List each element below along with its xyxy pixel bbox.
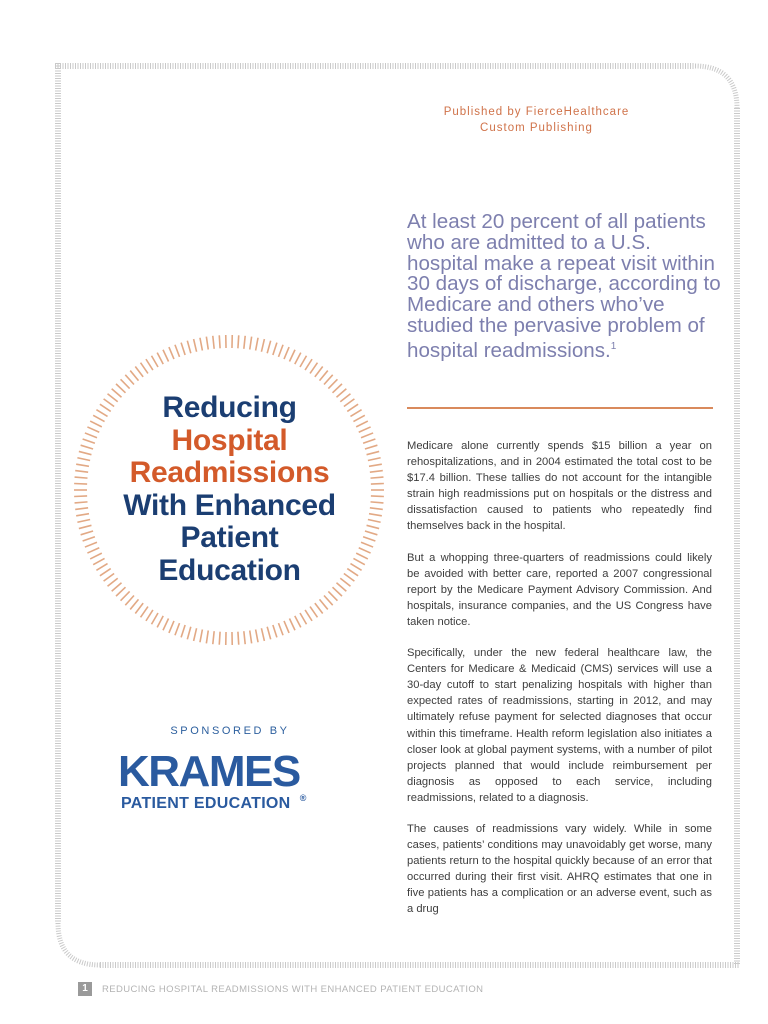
seal-tick: [305, 610, 312, 621]
seal-tick: [369, 464, 382, 466]
seal-tick: [256, 629, 258, 642]
sponsored-by-label: SPONSORED BY: [170, 725, 290, 737]
seal-tick: [320, 371, 328, 381]
seal-tick: [77, 458, 90, 461]
seal-tick: [371, 502, 384, 503]
seal-tick: [370, 508, 383, 510]
seal-tick: [135, 603, 143, 613]
seal-tick: [213, 336, 214, 349]
seal-tick: [175, 623, 180, 635]
seal-tick: [238, 632, 239, 645]
paragraph: But a whopping three-quarters of readmissions could likely be avoided with better care, reported a 2007 congressional report by the Medicare Payment Advisory Commission. And hospitals, insurance companies, and the US Congress have taken notice.: [407, 551, 712, 628]
seal-tick: [310, 607, 317, 618]
seal-tick: [295, 353, 301, 365]
seal-tick: [206, 337, 208, 350]
seal-tick: [163, 618, 169, 630]
seal-tick: [169, 621, 174, 633]
krames-logo-tagline: PATIENT EDUCATION: [121, 795, 291, 812]
seal-tick: [130, 599, 138, 609]
seal-tick: [135, 367, 143, 377]
seal-tick: [267, 341, 270, 354]
seal-tick: [238, 335, 239, 348]
seal-tick: [250, 630, 252, 643]
seal-tick: [289, 618, 295, 630]
seal-tick: [75, 508, 88, 510]
seal-tick: [76, 514, 89, 516]
document-title: [92, 392, 367, 587]
seal-tick: [310, 363, 317, 374]
footer-title: REDUCING HOSPITAL READMISSIONS WITH ENHANCED PATIENT EDUCATION: [102, 983, 484, 995]
title-line-4: With Enhanced: [123, 488, 336, 522]
paragraph: The causes of readmissions vary widely. While in some cases, patients’ conditions may unavoidably get worse, many patients return to the hospital quickly because of an error that occurred during their first visit. AHRQ estimates that one in five patients has a complication or an adverse event, such as a drug: [407, 822, 712, 916]
seal-tick: [371, 496, 384, 497]
seal-tick: [121, 379, 130, 388]
publisher-line-2: Custom Publishing: [480, 122, 593, 134]
paragraph: Medicare alone currently spends $15 billion a year on rehospitalizations, and in 2004 estimated the total cost to be $17.4 billion. These tallies do not account for the intangible strain high readmissions put on hospitals or the distress and dissatisfaction caused to patients who repeatedly find themselves back in the hospital.: [407, 440, 712, 533]
publisher-line-1: Published by FierceHealthcare: [443, 106, 630, 118]
seal-tick: [367, 525, 380, 528]
paragraph: Specifically, under the new federal healthcare law, the Centers for Medicare & Medicaid (CMS) services will use a 30-day cutoff to start penalizing hospitals with higher than expected rates of readmissions, starting in 2012, and may ultimately refuse payment for selected diagnoses that occur within this timeframe. Health reform legislation also initiates a closer look at global payment systems, with a number of pilot projects planned that would include reimbursement per diagnosis as opposed to each service, including readmissions, related to a diagnosis.: [407, 647, 712, 804]
pull-quote: [407, 212, 727, 361]
seal-tick: [368, 520, 381, 523]
seal-tick: [289, 350, 295, 362]
seal-tick: [157, 353, 163, 365]
seal-tick: [315, 603, 323, 613]
seal-tick: [333, 587, 342, 596]
seal-tick: [163, 350, 169, 362]
seal-tick: [181, 343, 185, 355]
seal-tick: [273, 343, 277, 355]
seal-tick: [315, 367, 323, 377]
publisher-credit: [400, 104, 673, 136]
seal-tick: [200, 338, 202, 351]
seal-tick: [141, 363, 148, 374]
title-line-2: Hospital: [171, 423, 288, 457]
pull-quote-text: At least 20 percent of all patients who are admitted to a U.S. hospital make a repeat visit within 30 days of discharge, according to Medicare and others who’ve studied the pervasive problem of hospital readmissions.: [407, 210, 721, 362]
seal-tick: [305, 359, 312, 370]
seal-tick: [146, 610, 153, 621]
title-line-1: Reducing: [162, 391, 297, 424]
seal-tick: [125, 375, 134, 385]
krames-logo-text: KRAMES: [118, 747, 300, 796]
seal-tick: [75, 477, 88, 478]
seal-tick: [169, 347, 174, 359]
seal-tick: [267, 627, 270, 640]
seal-tick: [256, 338, 258, 351]
seal-tick: [219, 632, 220, 645]
title-line-5: Patient: [180, 521, 279, 554]
footnote-marker: 1: [610, 340, 617, 352]
seal-tick: [79, 451, 92, 454]
seal-tick: [320, 599, 328, 609]
seal-tick: [76, 464, 89, 466]
seal-tick: [295, 616, 301, 628]
seal-tick: [121, 591, 130, 600]
seal-tick: [244, 336, 245, 349]
seal-tick: [75, 502, 88, 503]
krames-logo: [118, 747, 343, 803]
seal-tick: [261, 628, 264, 641]
seal-tick: [284, 621, 289, 633]
seal-tick: [261, 339, 264, 352]
seal-tick: [74, 496, 87, 497]
seal-tick: [328, 591, 337, 600]
seal-tick: [328, 379, 337, 388]
seal-tick: [181, 625, 185, 637]
seal-tick: [368, 458, 381, 461]
seal-tick: [324, 596, 333, 606]
seal-tick: [278, 623, 283, 635]
seal-tick: [367, 451, 380, 454]
seal-tick: [194, 339, 197, 352]
page-number: 1: [78, 982, 92, 996]
seal-tick: [370, 471, 383, 473]
seal-tick: [219, 335, 220, 348]
seal-tick: [200, 629, 202, 642]
seal-tick: [152, 613, 159, 624]
seal-tick: [244, 631, 245, 644]
seal-tick: [324, 375, 333, 385]
seal-tick: [300, 356, 307, 367]
seal-tick: [273, 625, 277, 637]
seal-tick: [77, 520, 90, 523]
seal-tick: [278, 345, 283, 357]
seal-tick: [130, 371, 138, 381]
seal-tick: [194, 628, 197, 641]
seal-tick: [213, 631, 214, 644]
seal-tick: [187, 341, 190, 354]
title-line-6: Education: [158, 553, 301, 587]
title-line-3: Readmissions: [129, 456, 330, 489]
seal-tick: [74, 484, 87, 485]
page-footer: [78, 982, 483, 996]
seal-tick: [300, 613, 307, 624]
seal-tick: [75, 471, 88, 473]
seal-tick: [152, 356, 159, 367]
seal-tick: [175, 345, 180, 357]
seal-tick: [371, 477, 384, 478]
pull-quote-divider: [407, 407, 713, 409]
article-body: [407, 438, 712, 933]
seal-tick: [157, 616, 163, 628]
registered-mark: ®: [299, 793, 307, 803]
seal-tick: [371, 484, 384, 485]
seal-tick: [146, 359, 153, 370]
seal-tick: [125, 596, 134, 606]
seal-tick: [116, 587, 125, 596]
seal-tick: [141, 607, 148, 618]
seal-tick: [284, 347, 289, 359]
seal-tick: [250, 337, 252, 350]
seal-tick: [187, 627, 190, 640]
seal-tick: [206, 630, 208, 643]
seal-tick: [369, 514, 382, 516]
seal-tick: [79, 525, 92, 528]
